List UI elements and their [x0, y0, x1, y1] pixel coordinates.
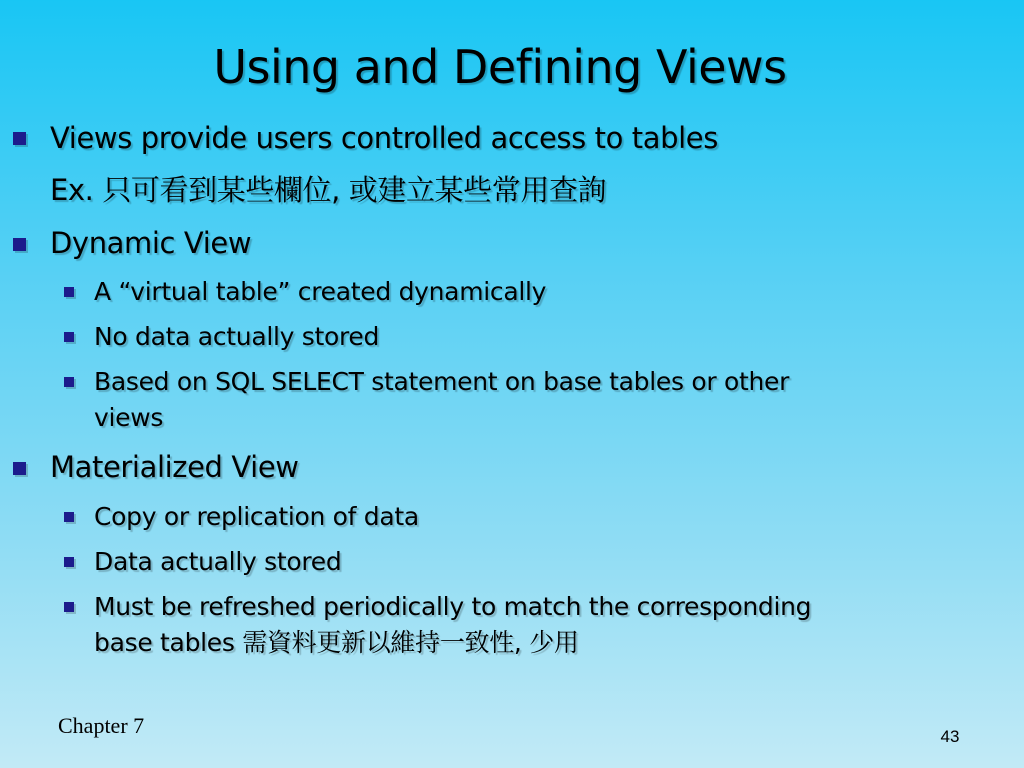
sub-bullet-must-refresh: Must be refreshed periodically to match the corresponding	[94, 592, 812, 621]
bullet-dynamic-view: Dynamic View	[50, 226, 252, 260]
sub-bullet-square-icon	[64, 332, 74, 342]
slide-title: Using and Defining Views	[213, 40, 787, 94]
sub-bullet-no-data-stored: No data actually stored	[94, 322, 380, 351]
bullet-materialized-view: Materialized View	[50, 450, 299, 484]
bullet-views-example: Ex. 只可看到某些欄位, 或建立某些常用查詢	[50, 173, 607, 207]
sub-bullet-virtual-table: A “virtual table” created dynamically	[94, 277, 547, 306]
sub-bullet-square-icon	[64, 377, 74, 387]
sub-bullet-square-icon	[64, 602, 74, 612]
footer-page-number: 43	[940, 727, 960, 746]
bullet-views-access: Views provide users controlled access to tables	[50, 121, 718, 155]
footer-chapter: Chapter 7	[58, 713, 145, 738]
bullet-square-icon	[13, 132, 26, 145]
bullet-square-icon	[13, 462, 26, 475]
sub-bullet-based-on-sql-cont: views	[94, 403, 164, 432]
sub-bullet-square-icon	[64, 557, 74, 567]
sub-bullet-must-refresh-cont: base tables 需資料更新以維持一致性, 少用	[94, 628, 579, 657]
sub-bullet-square-icon	[64, 512, 74, 522]
sub-bullet-square-icon	[64, 287, 74, 297]
sub-bullet-copy-replication: Copy or replication of data	[94, 502, 419, 531]
sub-bullet-data-stored: Data actually stored	[94, 547, 342, 576]
sub-bullet-based-on-sql: Based on SQL SELECT statement on base tables or other	[94, 367, 790, 396]
bullet-square-icon	[13, 238, 26, 251]
